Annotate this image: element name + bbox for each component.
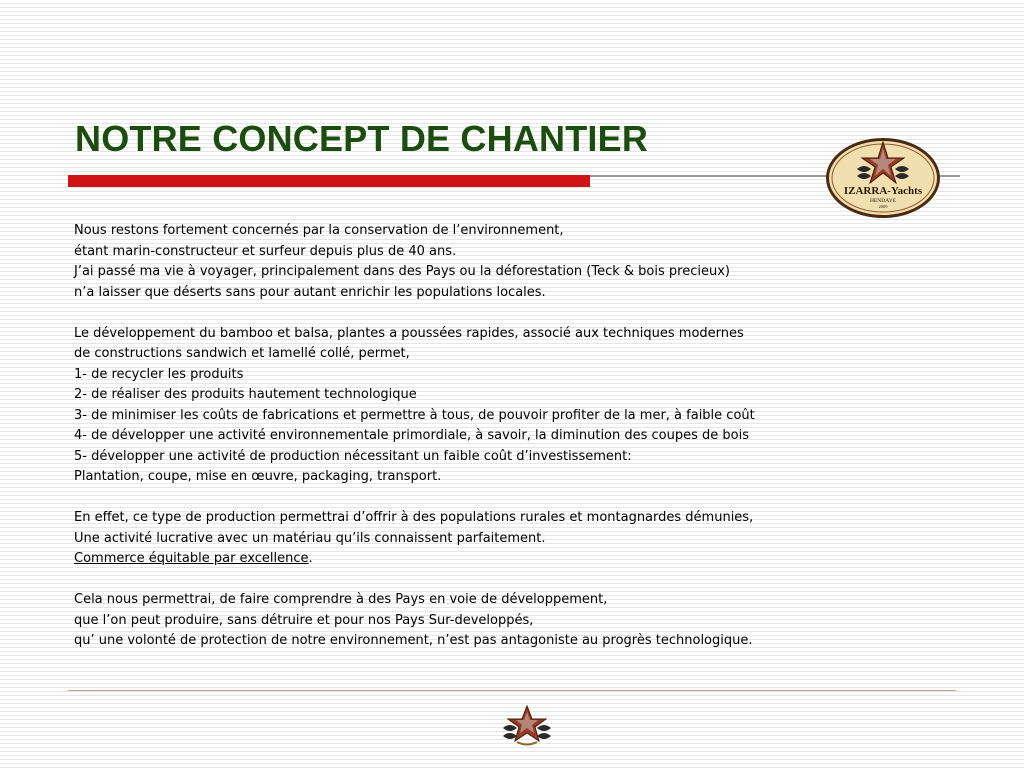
text-line: Plantation, coupe, mise en œuvre, packaging, transport. <box>74 469 442 484</box>
logo-brand: IZARRA-Yachts <box>843 185 923 197</box>
slide-body <box>74 221 944 652</box>
slide-title: NOTRE CONCEPT DE CHANTIER <box>75 118 649 159</box>
text-line: Nous restons fortement concernés par la conservation de l’environnement, <box>74 223 564 238</box>
logo-place: HENDAYE <box>869 198 897 204</box>
text-line: qu’ une volonté de protection de notre environnement, n’est pas antagoniste au progrès technologique. <box>74 633 753 648</box>
list-item: 5- développer une activité de production nécessitant un faible coût d’investissement: <box>74 448 632 464</box>
text-line: Le développement du bamboo et balsa, plantes a poussées rapides, associé aux techniques modernes <box>74 325 744 341</box>
text-line: que l’on peut produire, sans détruire et pour nos Pays Sur-developpés, <box>74 612 534 628</box>
list-item: 4- de développer une activité environnementale primordiale, à savoir, la diminution des coupes de bois <box>74 428 750 443</box>
link-suffix: . <box>308 551 313 566</box>
text-line: Cela nous permettrai, de faire comprendre à des Pays en voie de développement, <box>74 592 608 607</box>
text-line: Une activité lucrative avec un matériau qu’ils connaissent parfaitement. <box>74 530 546 546</box>
paragraph-environment <box>74 221 944 303</box>
paragraph-conclusion <box>74 590 944 652</box>
commerce-equitable-link[interactable]: Commerce équitable par excellence <box>74 551 309 566</box>
logo-year: 2009 <box>878 204 888 209</box>
text-line <box>74 549 944 570</box>
title-accent-bar <box>68 175 590 187</box>
footer-rule <box>68 690 956 691</box>
paragraph-bamboo <box>74 324 944 488</box>
text-line: En effet, ce type de production permettrai d’offrir à des populations rurales et montagnardes démunies, <box>74 510 754 525</box>
text-line: étant marin-constructeur et surfeur depuis plus de 40 ans. <box>74 243 457 259</box>
list-item: 1- de recycler les produits <box>74 366 244 382</box>
star-logo-icon <box>824 136 942 220</box>
list-item: 2- de réaliser des produits hautement technologique <box>74 387 417 402</box>
text-line: J’ai passé ma vie à voyager, principalement dans des Pays ou la déforestation (Teck & bois precieux) <box>74 264 730 279</box>
star-emblem-icon <box>497 704 557 748</box>
list-item: 3- de minimiser les coûts de fabrications et permettre à tous, de pouvoir profiter de la mer, à faible coût <box>74 407 755 423</box>
text-line: n’a laisser que déserts sans pour autant enrichir les populations locales. <box>74 284 546 300</box>
paragraph-production <box>74 508 944 570</box>
text-line: de constructions sandwich et lamellé collé, permet, <box>74 346 410 361</box>
